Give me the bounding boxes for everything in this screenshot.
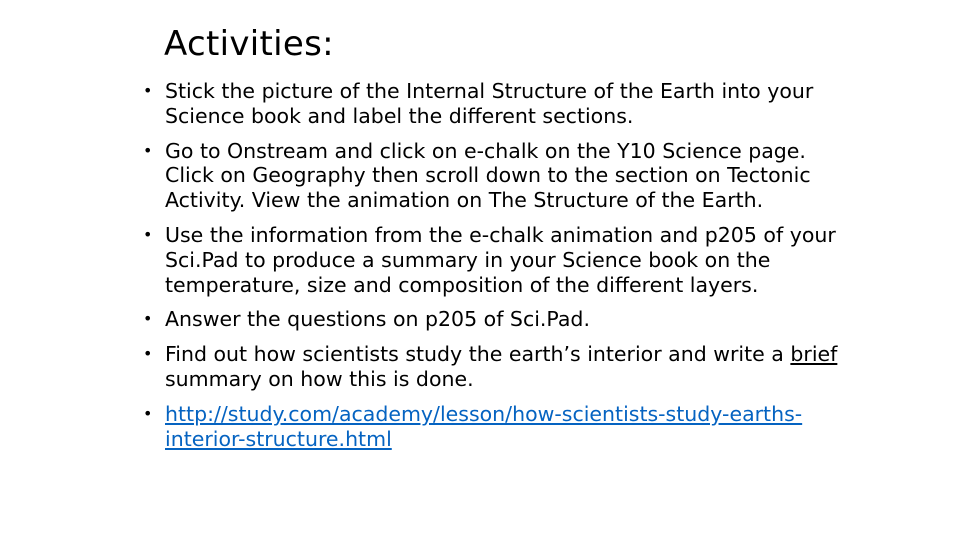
bullet-text: Go to Onstream and click on e-chalk on the Y10 Science page. Click on Geography then scroll down to the section on Tectonic Activity. View the animation on The Structure of the Earth. (165, 138, 811, 213)
list-item (143, 79, 843, 129)
bullet-text: Use the information from the e-chalk animation and p205 of your Sci.Pad to produce a summary in your Science book on the temperature, size and composition of the different layers. (165, 222, 836, 297)
list-item (143, 402, 843, 452)
bullet-icon: • (143, 81, 153, 100)
bullet-icon: • (143, 403, 153, 423)
bullet-text-before: Find out how scientists study the earth’s interior and write a (165, 342, 791, 367)
list-item (143, 223, 843, 297)
list-item (143, 342, 843, 392)
underlined-word: brief (790, 342, 838, 367)
list-item (143, 307, 843, 332)
bullet-text: Answer the questions on p205 of Sci.Pad. (165, 307, 590, 332)
bullet-text-after: summary on how this is done. (165, 366, 474, 391)
slide-title: Activities: (164, 24, 334, 64)
bullet-icon: • (143, 344, 153, 364)
bullet-text: Stick the picture of the Internal Structure of the Earth into your Science book and label the different sections. (165, 79, 814, 128)
list-item (143, 139, 843, 213)
activities-list (143, 79, 843, 451)
bullet-icon: • (143, 309, 153, 329)
bullet-icon: • (143, 224, 153, 244)
study-link[interactable]: http://study.com/academy/lesson/how-scientists-study-earths-interior-structure.html (165, 401, 803, 451)
bullet-icon: • (143, 140, 153, 160)
